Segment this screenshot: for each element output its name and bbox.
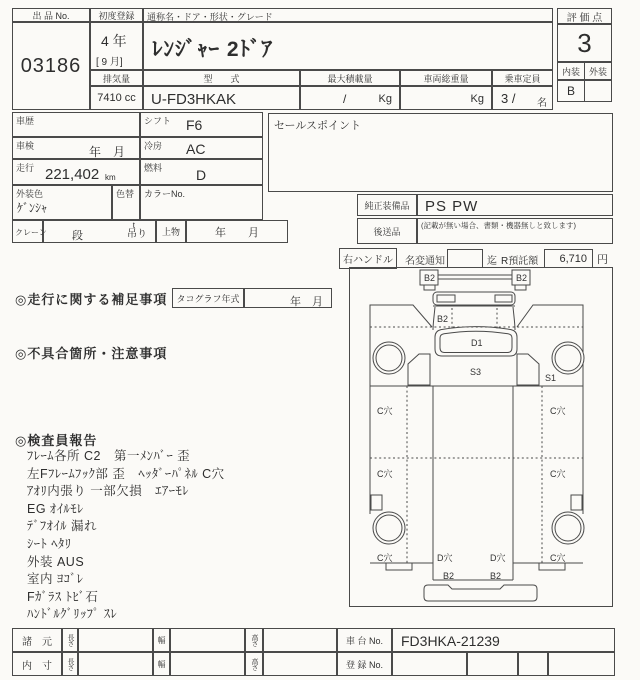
diagram-label-bed-left-bottom: C穴 bbox=[377, 469, 393, 479]
inspection-cell bbox=[12, 137, 140, 159]
diagram-label-roof: S3 bbox=[470, 367, 482, 377]
diagram-label-front-panel: B2 bbox=[437, 314, 449, 324]
height-label: 高さ bbox=[251, 634, 258, 646]
history-label: 車歴 bbox=[16, 116, 35, 126]
color-no-cell bbox=[140, 185, 263, 220]
deposit-label: R預託額 bbox=[501, 256, 539, 267]
exterior-header bbox=[584, 62, 612, 80]
step-right bbox=[517, 354, 539, 385]
first-reg-cell bbox=[90, 22, 143, 70]
capacity-cell bbox=[492, 86, 553, 110]
ac-label: 冷房 bbox=[144, 141, 163, 151]
meihen-value-box bbox=[447, 249, 483, 268]
shift-value: F6 bbox=[186, 117, 203, 133]
model-label: 型 式 bbox=[203, 73, 240, 84]
first-reg-label: 初度登録 bbox=[98, 10, 135, 21]
model-header bbox=[143, 70, 300, 86]
mileage-cell bbox=[12, 159, 140, 185]
diagram-label-bed-left-top: C穴 bbox=[377, 406, 393, 416]
displacement-cell bbox=[90, 86, 143, 110]
inspection-value: 年 月 bbox=[88, 145, 125, 159]
interior-header bbox=[557, 62, 585, 80]
exterior-label: 外装 bbox=[588, 66, 607, 77]
diagram-label-rear-right: C穴 bbox=[550, 553, 566, 563]
chassis-header bbox=[337, 628, 392, 652]
report-line: 左Fﾌﾚｰﾑﾌｯｸ部 歪 ﾍｯﾀﾞｰﾊﾟﾈﾙ C穴 bbox=[27, 466, 225, 481]
model-value: U-FD3HKAK bbox=[151, 91, 237, 108]
width-label: 幅 bbox=[157, 635, 166, 645]
gross-weight-cell bbox=[400, 86, 492, 110]
crane-tsuri: 吊り bbox=[127, 229, 147, 240]
defects-heading: ◎不具合箇所・注意事項 bbox=[15, 346, 168, 361]
uwamono-label: 上物 bbox=[161, 227, 180, 237]
spec-row-header bbox=[12, 628, 62, 652]
spec-length-header bbox=[62, 628, 78, 652]
chassis-label: 車 台 No. bbox=[345, 635, 383, 646]
report-line: EG ｵｲﾙﾓﾚ bbox=[27, 501, 84, 516]
score-value: 3 bbox=[577, 27, 592, 58]
diagram-label-mirror-left: B2 bbox=[424, 273, 436, 283]
max-load-label: 最大積載量 bbox=[327, 73, 373, 84]
max-load-cell bbox=[300, 86, 400, 110]
height-label: 高さ bbox=[251, 658, 258, 670]
max-load-header bbox=[300, 70, 400, 86]
name-header bbox=[143, 8, 553, 22]
color-value: ｹﾞﾝｼｬ bbox=[17, 201, 48, 215]
fuel-label: 燃料 bbox=[144, 163, 163, 173]
diagram-label-windshield: D1 bbox=[471, 338, 483, 348]
recolor-label: 色替 bbox=[116, 189, 135, 199]
fuel-value: D bbox=[196, 167, 207, 183]
mileage-unit: km bbox=[105, 173, 116, 182]
report-line: Fｶﾞﾗｽ ﾄﾋﾞ石 bbox=[27, 589, 99, 604]
displacement-label: 排気量 bbox=[102, 73, 130, 84]
inspection-label: 車検 bbox=[16, 141, 35, 151]
spec-height-cell bbox=[263, 628, 337, 652]
tacho-label-box bbox=[172, 288, 244, 308]
name-header-label: 通称名・ドア・形状・グレード bbox=[147, 12, 273, 22]
yen-label: 円 bbox=[597, 254, 608, 266]
inner-length-cell bbox=[78, 652, 153, 676]
step-left bbox=[408, 354, 430, 385]
inner-width-cell bbox=[170, 652, 245, 676]
width-label: 幅 bbox=[157, 659, 166, 669]
inner-length-header bbox=[62, 652, 78, 676]
sales-point-label: セールスポイント bbox=[274, 120, 362, 132]
reg-no-cell-1 bbox=[392, 652, 467, 676]
report-line: ﾃﾞﾌｵｲﾙ 漏れ bbox=[27, 519, 97, 534]
report-line: ｱｵﾘ内張り 一部欠損 ｴｱｰﾓﾚ bbox=[27, 484, 189, 499]
deposit-value-box bbox=[544, 249, 593, 268]
kousou-note: (記載が無い場合、書類・機器無しと致します) bbox=[421, 221, 576, 230]
ac-value: AC bbox=[186, 141, 206, 157]
vehicle-diagram bbox=[349, 267, 613, 607]
diagram-label-side-right: S1 bbox=[545, 373, 557, 383]
displacement-value: 7410 cc bbox=[97, 92, 136, 104]
diagram-label-rear-center-left: D穴 bbox=[437, 553, 453, 563]
score-cell bbox=[557, 24, 612, 62]
first-reg-month: [ 9 月] bbox=[96, 57, 123, 68]
displacement-header bbox=[90, 70, 143, 86]
uwamono-value-cell bbox=[186, 220, 288, 243]
diagram-label-bed-right-bottom: C穴 bbox=[550, 469, 566, 479]
meihen-label: 名変通知 bbox=[405, 256, 445, 267]
gross-weight-header bbox=[400, 70, 492, 86]
gross-weight-label: 車両総重量 bbox=[423, 73, 469, 84]
mileage-note-heading: ◎走行に関する補足事項 bbox=[15, 292, 168, 307]
reg-no-cell-3 bbox=[518, 652, 548, 676]
chassis-cell bbox=[392, 628, 615, 652]
kousou-value-cell bbox=[417, 218, 613, 244]
kousou-label: 後送品 bbox=[373, 226, 401, 237]
capacity-value: 3 / bbox=[501, 91, 516, 106]
uwamono-cell bbox=[156, 220, 186, 243]
reg-no-cell-2 bbox=[467, 652, 518, 676]
capacity-unit: 名 bbox=[537, 98, 547, 109]
shift-cell bbox=[140, 112, 263, 137]
report-line: 外装 AUS bbox=[27, 554, 85, 569]
sales-point-box bbox=[268, 113, 613, 192]
auction-no-label: 出 品 No. bbox=[32, 10, 70, 21]
oem-value: PS PW bbox=[425, 198, 479, 215]
report-line: ﾌﾚｰﾑ各所 C2 第一ﾒﾝﾊﾞｰ 歪 bbox=[27, 449, 191, 463]
inner-row-header bbox=[12, 652, 62, 676]
report-line: 室内 ﾖｺﾞﾚ bbox=[27, 572, 84, 587]
vehicle-name: ﾚﾝｼﾞｬｰ 2ﾄﾞｱ bbox=[152, 38, 274, 61]
spec-width-cell bbox=[170, 628, 245, 652]
color-label: 外装色 bbox=[16, 189, 44, 199]
report-line: ﾊﾝﾄﾞﾙｸﾞﾘｯﾌﾟ ｽﾚ bbox=[27, 607, 118, 622]
made-label: 迄 bbox=[487, 256, 497, 267]
spec-width-header bbox=[153, 628, 170, 652]
oem-value-cell bbox=[417, 194, 613, 216]
oem-label: 純正装備品 bbox=[364, 200, 410, 211]
model-cell bbox=[143, 86, 300, 110]
auction-no-header bbox=[12, 8, 90, 22]
inner-label: 内 寸 bbox=[22, 660, 52, 672]
exterior-grade-cell bbox=[584, 80, 612, 102]
fuel-cell bbox=[140, 159, 263, 185]
uwamono-value: 年 月 bbox=[215, 226, 259, 239]
capacity-header bbox=[492, 70, 553, 86]
front-bumper bbox=[433, 292, 515, 305]
max-load-unit: Kg bbox=[378, 93, 392, 105]
crane-cell bbox=[12, 220, 47, 243]
tacho-label: タコグラフ年式 bbox=[176, 293, 240, 304]
color-no-label: カラーNo. bbox=[144, 189, 186, 199]
inspector-report bbox=[27, 448, 225, 624]
kousou-label-box bbox=[357, 218, 417, 244]
crane-spec-cell bbox=[43, 220, 156, 243]
interior-label: 内装 bbox=[561, 66, 580, 77]
handle-label: 右ハンドル bbox=[343, 255, 393, 266]
deposit-value: 6,710 bbox=[559, 253, 587, 265]
reg-no-label: 登 録 No. bbox=[345, 659, 383, 670]
crane-label: クレーン bbox=[15, 228, 47, 237]
tacho-value-box bbox=[244, 288, 332, 308]
gross-weight-unit: Kg bbox=[470, 93, 484, 105]
score-header bbox=[557, 8, 612, 24]
diagram-label-rear-b2-left: B2 bbox=[443, 571, 455, 581]
max-load-slash: / bbox=[343, 92, 347, 106]
auction-no-cell bbox=[12, 22, 90, 110]
recolor-cell bbox=[112, 185, 140, 220]
diagram-label-mirror-right: B2 bbox=[516, 273, 528, 283]
inner-width-header bbox=[153, 652, 170, 676]
diagram-label-bed-right-top: C穴 bbox=[550, 406, 566, 416]
reg-no-header bbox=[337, 652, 392, 676]
inner-height-cell bbox=[263, 652, 337, 676]
crane-dan: 段 bbox=[72, 230, 83, 242]
crane-t: t bbox=[132, 221, 135, 230]
rear-bumper bbox=[424, 585, 537, 601]
inspector-heading: ◎検査員報告 bbox=[15, 433, 98, 448]
report-line: ｼｰﾄ ﾍﾀﾘ bbox=[27, 536, 72, 551]
reg-no-cell-4 bbox=[548, 652, 615, 676]
inner-height-header bbox=[245, 652, 263, 676]
mileage-value: 221,402 bbox=[45, 166, 100, 183]
history-cell bbox=[12, 112, 140, 137]
interior-grade-cell bbox=[557, 80, 585, 102]
length-label: 長さ bbox=[67, 658, 74, 670]
capacity-label: 乗車定員 bbox=[504, 73, 541, 84]
first-reg-header bbox=[90, 8, 143, 22]
spec-label: 諸 元 bbox=[22, 636, 52, 648]
ac-cell bbox=[140, 137, 263, 159]
mileage-label: 走行 bbox=[16, 163, 35, 173]
spec-height-header bbox=[245, 628, 263, 652]
chassis-value: FD3HKA-21239 bbox=[401, 633, 500, 649]
length-label: 長さ bbox=[67, 634, 74, 646]
shift-label: シフト bbox=[144, 116, 172, 126]
diagram-label-rear-left: C穴 bbox=[377, 553, 393, 563]
oem-label-box bbox=[357, 194, 417, 216]
handle-box bbox=[339, 248, 397, 269]
interior-grade: B bbox=[566, 84, 575, 98]
diagram-label-rear-b2-right: B2 bbox=[490, 571, 502, 581]
first-reg-year: 4 年 bbox=[101, 33, 127, 49]
color-cell bbox=[12, 185, 112, 220]
tacho-value: 年 月 bbox=[290, 296, 323, 308]
diagram-label-rear-center-right: D穴 bbox=[490, 553, 506, 563]
score-label: 評 価 点 bbox=[566, 12, 603, 24]
vehicle-name-cell bbox=[143, 22, 553, 70]
spec-length-cell bbox=[78, 628, 153, 652]
auction-no-value: 03186 bbox=[20, 54, 82, 77]
